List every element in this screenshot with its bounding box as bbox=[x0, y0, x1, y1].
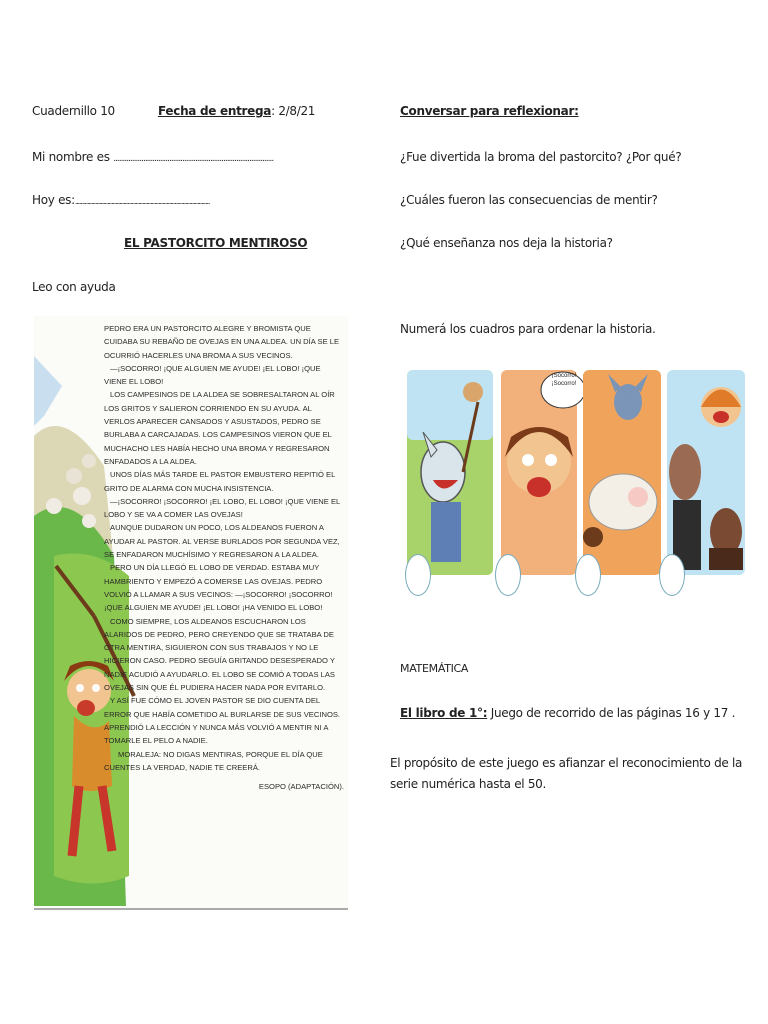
story-paragraph: Y ASÍ FUE CÓMO EL JOVEN PASTOR SE DIO CUENTA DEL ERROR QUE HABÍA COMETIDO AL BURLARSE DE SUS VECINOS. APRENDIÓ LA LECCIÓN Y NUNCA MÁS VOLVIÓ A MENTIR NI A TOMARLE EL PELO A NADIE. bbox=[104, 696, 341, 746]
story-moral: MORALEJA: NO DIGAS MENTIRAS, PORQUE EL DÍA QUE CUENTES LA VERDAD, NADIE TE CREERÁ. bbox=[104, 749, 323, 772]
story-author: ESOPO (ADAPTACIÓN). bbox=[258, 782, 344, 792]
order-box-1[interactable] bbox=[405, 554, 431, 596]
question-2: ¿Cuáles fueron las consecuencias de mentir? bbox=[400, 193, 658, 207]
order-box-4[interactable] bbox=[659, 554, 685, 596]
story-paragraph: COMO SIEMPRE, LOS ALDEANOS ESCUCHARON LOS ALARIDOS DE PEDRO, PERO CREYENDO QUE SE TRATABA DE OTRA MENTIRA, SIGUIERON CON SUS TRABAJOS Y NO LE HICIERON CASO. PEDRO SEGUÍA GRITANDO DESESPERADO Y NADIE ACUDIÓ A AYUDARLO. EL LOBO SE COMIÓ A TODAS LAS OVEJAS SIN QUE ÉL PUDIERA HACER NADA POR EVITARLO. bbox=[104, 616, 335, 693]
question-1: ¿Fue divertida la broma del pastorcito? ¿Por qué? bbox=[400, 150, 682, 164]
story-paragraph: —¡SOCORRO! ¡SOCORRO! ¡EL LOBO, EL LOBO! ¡QUE VIENE EL LOBO Y SE VA A COMER LAS OVEJAS! bbox=[104, 496, 340, 520]
book-label: El libro de 1°: bbox=[400, 706, 488, 720]
story-paragraph: PERO UN DÍA LLEGÓ EL LOBO DE VERDAD. ESTABA MUY HAMBRIENTO Y EMPEZÓ A COMERSE LAS OVEJAS. PEDRO VOLVIÓ A LLAMAR A SUS VECINOS: —¡SOCORRO! ¡SOCORRO! ¡QUE ALGUIEN ME AYUDE! ¡EL LOBO! ¡HA VENIDO EL LOBO! bbox=[104, 563, 333, 613]
math-heading: MATEMÁTICA bbox=[400, 662, 469, 675]
ordering-panels bbox=[403, 362, 748, 602]
nombre-line[interactable] bbox=[32, 150, 273, 164]
story-paragraph: —¡SOCORRO! ¡QUE ALGUIEN ME AYUDE! ¡EL LOBO! ¡QUE VIENE EL LOBO! bbox=[104, 363, 321, 387]
speech-bubble: ¡Socorro! ¡Socorro! bbox=[551, 373, 577, 387]
story-paragraph: UNOS DÍAS MÁS TARDE EL PASTOR EMBUSTERO REPITIÓ EL GRITO DE ALARMA CON MUCHA INSISTENCIA. bbox=[104, 470, 336, 493]
math-purpose: El propósito de este juego es afianzar el reconocimiento de la serie numérica hasta el 50. bbox=[390, 756, 743, 791]
order-box-2[interactable] bbox=[495, 554, 521, 596]
reflect-heading: Conversar para reflexionar: bbox=[400, 104, 579, 118]
hoy-line[interactable] bbox=[32, 193, 209, 207]
story-panel bbox=[34, 316, 348, 910]
order-box-3[interactable] bbox=[575, 554, 601, 596]
fecha-entrega bbox=[158, 104, 315, 118]
question-3: ¿Qué enseñanza nos deja la historia? bbox=[400, 236, 613, 250]
story-paragraph: LOS CAMPESINOS DE LA ALDEA SE SOBRESALTARON AL OÍR LOS GRITOS Y SALIERON CORRIENDO EN SU AYUDA. AL VERLOS APARECER CANSADOS Y ASUSTADOS, PEDRO SE BURLABA A CARCAJADAS. LOS CAMPESINOS VIERON QUE EL MUCHACHO LES HABÍA HECHO UNA BROMA Y REGRESARON ENFADADOS A LA ALDEA. bbox=[104, 390, 335, 466]
nombre-dots: ...................................................................................... bbox=[113, 154, 274, 164]
fecha-label: Fecha de entrega bbox=[158, 104, 272, 118]
order-instruction: Numerá los cuadros para ordenar la historia. bbox=[400, 322, 656, 336]
hoy-label: Hoy es: bbox=[32, 193, 75, 207]
fecha-value: : 2/8/21 bbox=[271, 104, 316, 118]
cuadernillo-label: Cuadernillo 10 bbox=[32, 104, 115, 118]
book-text: Juego de recorrido de las páginas 16 y 17 . bbox=[487, 706, 736, 720]
story-paragraph: PEDRO ERA UN PASTORCITO ALEGRE Y BROMISTA QUE CUIDABA SU REBAÑO DE OVEJAS EN UNA ALDEA. UN DÍA SE LE OCURRIÓ HACERLES UNA BROMA A SUS VECINOS. bbox=[104, 324, 340, 360]
story-paragraph: AUNQUE DUDARON UN POCO, LOS ALDEANOS FUERON A AYUDAR AL PASTOR. AL VERSE BURLADOS POR SEGUNDA VEZ, SE ENFADARON MUCHÍSIMO Y REGRESARON A LA ALDEA. bbox=[104, 523, 340, 560]
story-title: EL PASTORCITO MENTIROSO bbox=[124, 236, 308, 250]
math-book bbox=[400, 706, 735, 720]
read-instruction: Leo con ayuda bbox=[32, 280, 116, 294]
hoy-dots: .................................................................................................... bbox=[74, 197, 210, 206]
story-body bbox=[104, 322, 344, 793]
nombre-label: Mi nombre es bbox=[32, 150, 110, 164]
